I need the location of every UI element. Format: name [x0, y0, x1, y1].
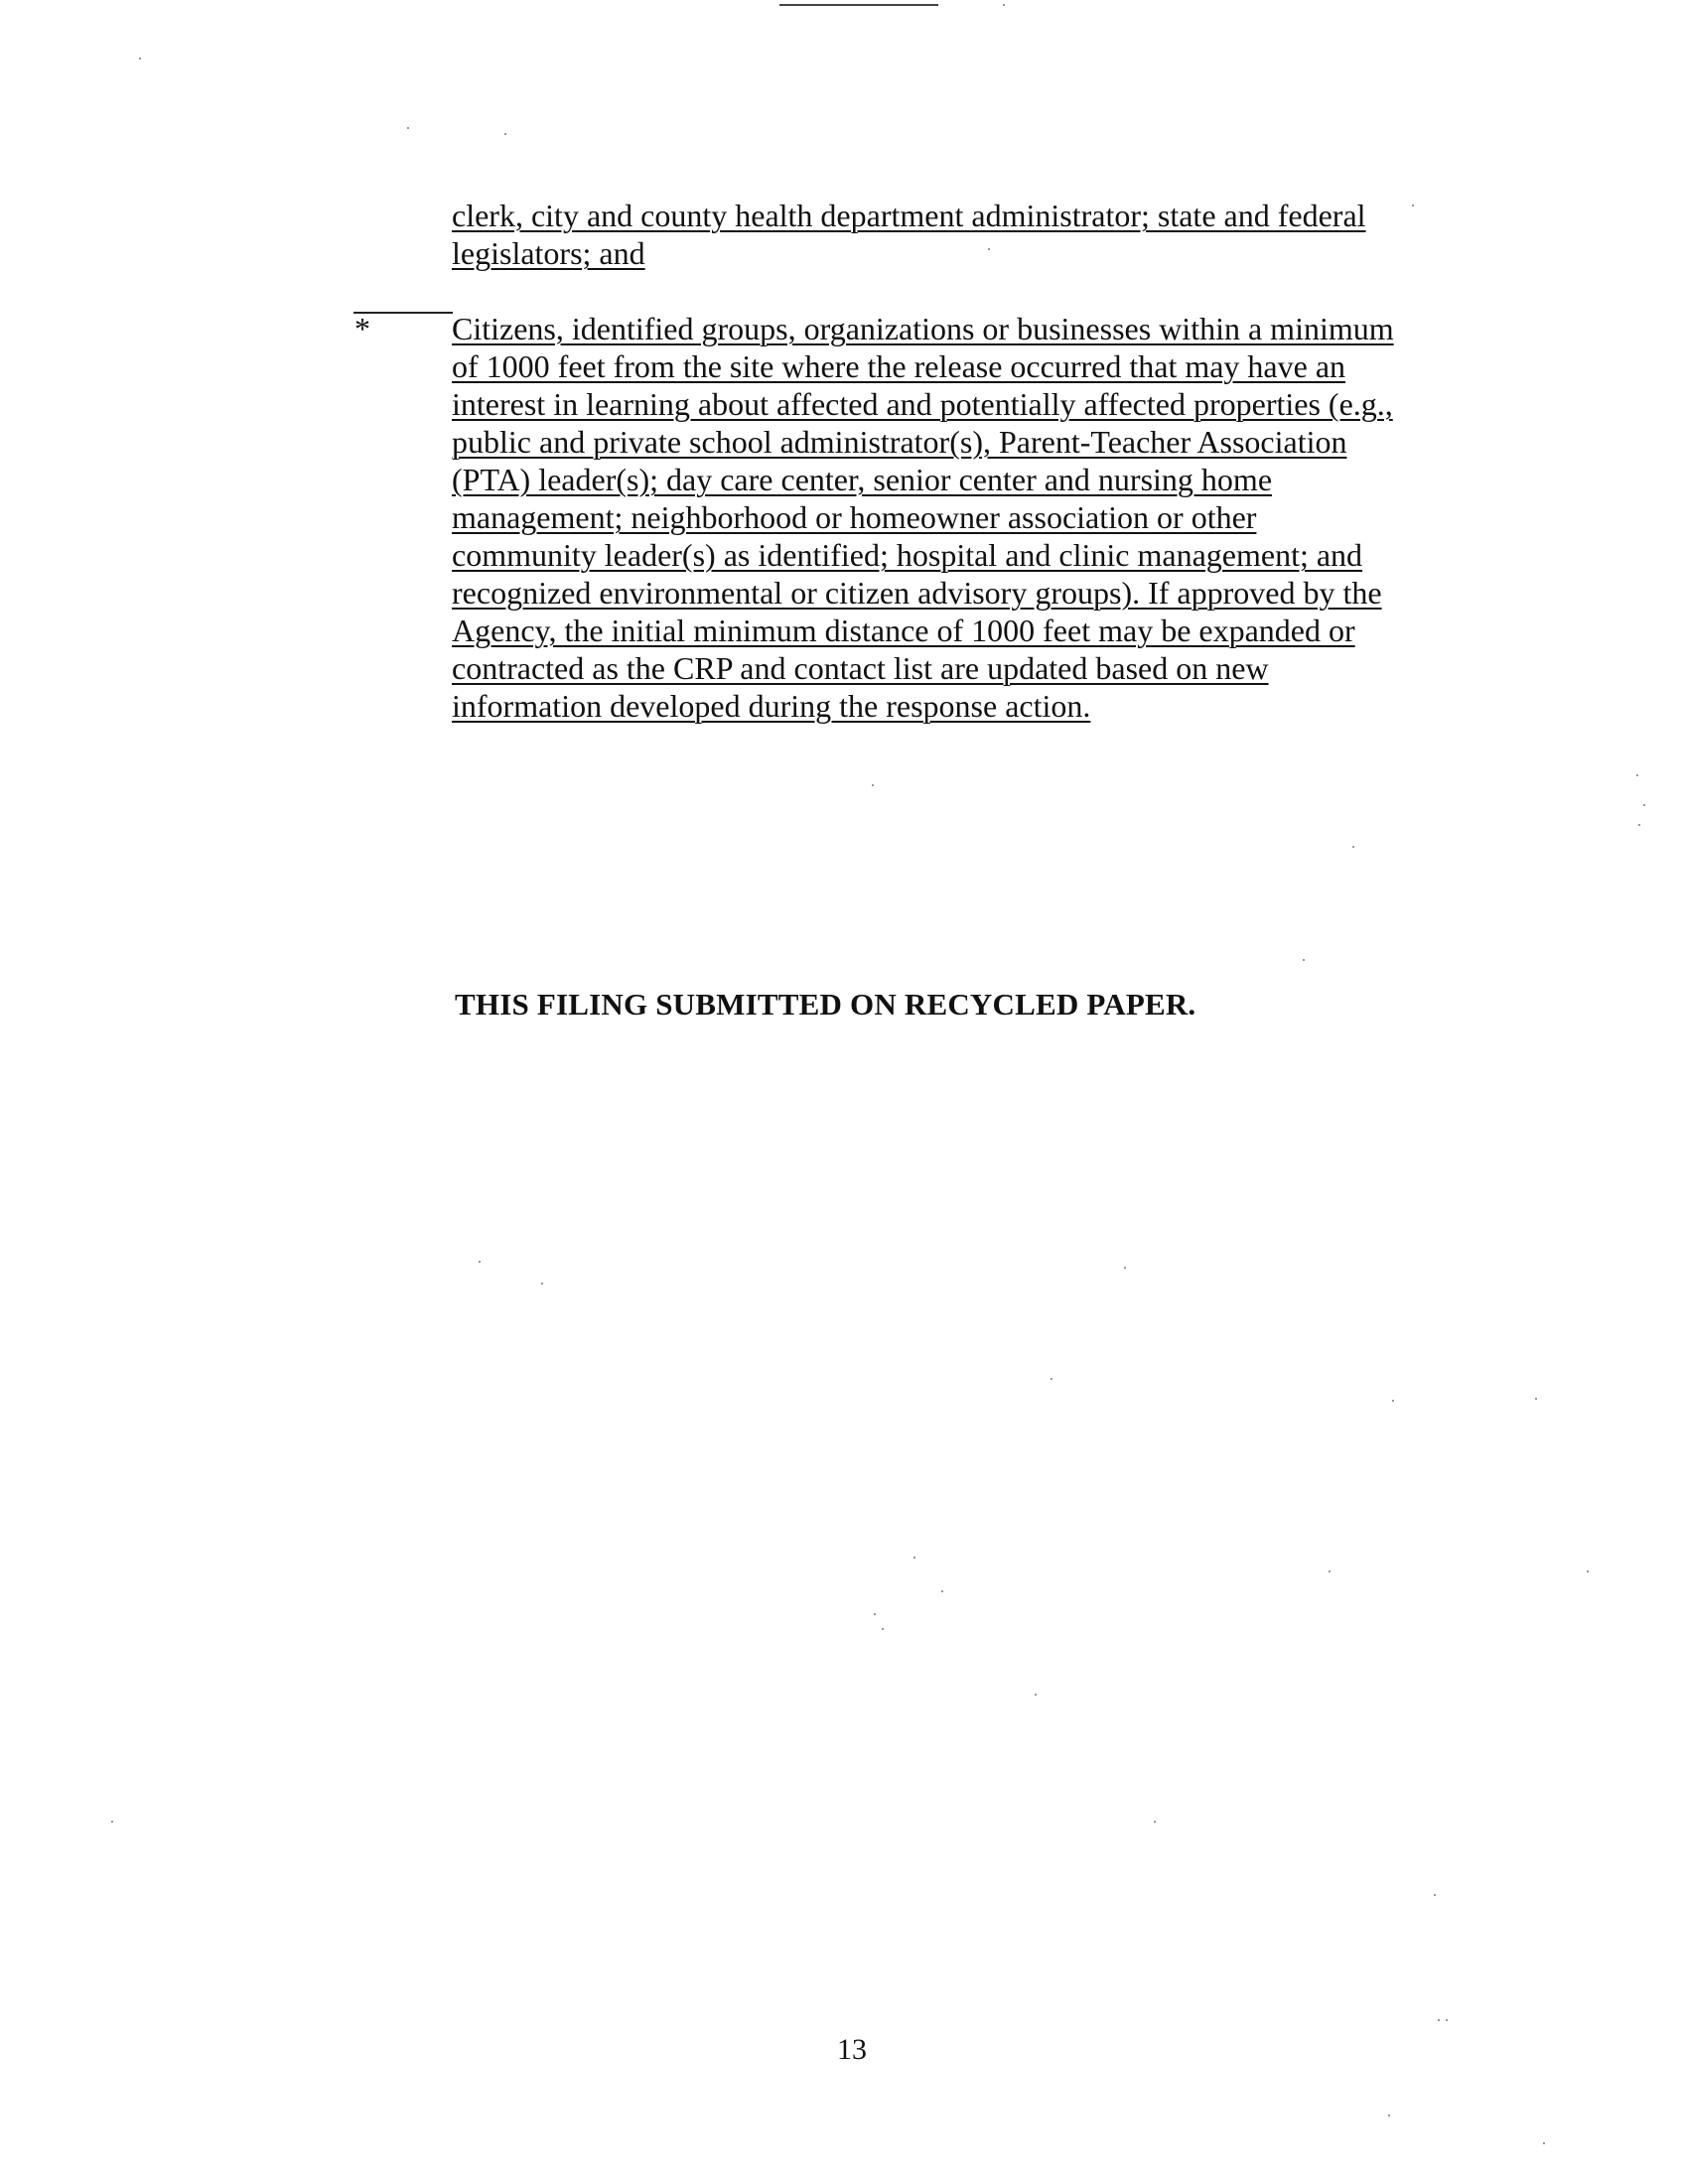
- scan-speck: [407, 127, 409, 129]
- paragraph-line: clerk, city and county health department administrator; state and federal: [452, 198, 1366, 233]
- scan-speck: [1543, 2142, 1545, 2144]
- paragraph-line: legislators; and: [452, 235, 645, 271]
- scan-speck: [1438, 2019, 1440, 2021]
- paragraph-line: Citizens, identified groups, organizations or businesses within a minimum: [452, 311, 1394, 346]
- scan-speck: [1352, 846, 1354, 848]
- bullet-paragraph: [452, 310, 1394, 725]
- scan-speck: [1388, 2115, 1390, 2116]
- scan-speck: [882, 1628, 884, 1630]
- scan-speck: [541, 1283, 543, 1285]
- scan-speck: [1643, 804, 1645, 806]
- scan-speck: [1434, 1894, 1436, 1896]
- bullet-marker: *: [354, 311, 370, 346]
- paragraph-line: management; neighborhood or homeowner association or other: [452, 499, 1257, 535]
- scan-speck: [111, 1821, 113, 1823]
- scan-speck: [1154, 1821, 1156, 1823]
- scan-speck: [1124, 1267, 1126, 1269]
- continuation-paragraph: [452, 197, 1366, 272]
- scan-speck: [1329, 1570, 1331, 1572]
- page-number: 13: [837, 2033, 867, 2066]
- recycled-paper-notice: THIS FILING SUBMITTED ON RECYCLED PAPER.: [455, 987, 1196, 1022]
- scan-speck: [1303, 959, 1305, 961]
- scan-speck: [1392, 1400, 1394, 1402]
- scan-speck: [1587, 1570, 1589, 1572]
- scan-speck: [139, 58, 141, 60]
- scan-speck: [504, 133, 506, 135]
- scan-speck: [1636, 774, 1638, 776]
- paragraph-line: (PTA) leader(s); day care center, senior center and nursing home: [452, 462, 1273, 497]
- paragraph-line: interest in learning about affected and potentially affected properties (e.g.,: [452, 386, 1393, 422]
- scan-speck: [479, 1261, 481, 1263]
- scan-speck: [874, 1613, 876, 1615]
- scan-speck: [941, 1590, 943, 1592]
- scan-speck: [872, 784, 874, 786]
- scan-speck: [1638, 824, 1640, 826]
- scan-speck: [1535, 1398, 1537, 1400]
- paragraph-line: of 1000 feet from the site where the release occurred that may have an: [452, 348, 1346, 384]
- paragraph-line: information developed during the response action.: [452, 688, 1091, 724]
- scan-speck: [1412, 205, 1414, 206]
- scan-speck: [913, 1557, 915, 1559]
- scan-speck: [1003, 4, 1005, 6]
- scan-speck: [1446, 2019, 1448, 2021]
- scan-speck: [1051, 1378, 1052, 1380]
- paragraph-line: Agency, the initial minimum distance of 1000 feet may be expanded or: [452, 613, 1355, 648]
- scan-speck: [988, 248, 990, 250]
- top-rule: [779, 4, 938, 6]
- paragraph-line: public and private school administrator(s), Parent-Teacher Association: [452, 424, 1347, 460]
- paragraph-line: recognized environmental or citizen advisory groups). If approved by the: [452, 575, 1382, 611]
- paragraph-line: community leader(s) as identified; hospital and clinic management; and: [452, 537, 1363, 573]
- scan-speck: [1035, 1694, 1037, 1696]
- paragraph-line: contracted as the CRP and contact list are updated based on new: [452, 650, 1269, 686]
